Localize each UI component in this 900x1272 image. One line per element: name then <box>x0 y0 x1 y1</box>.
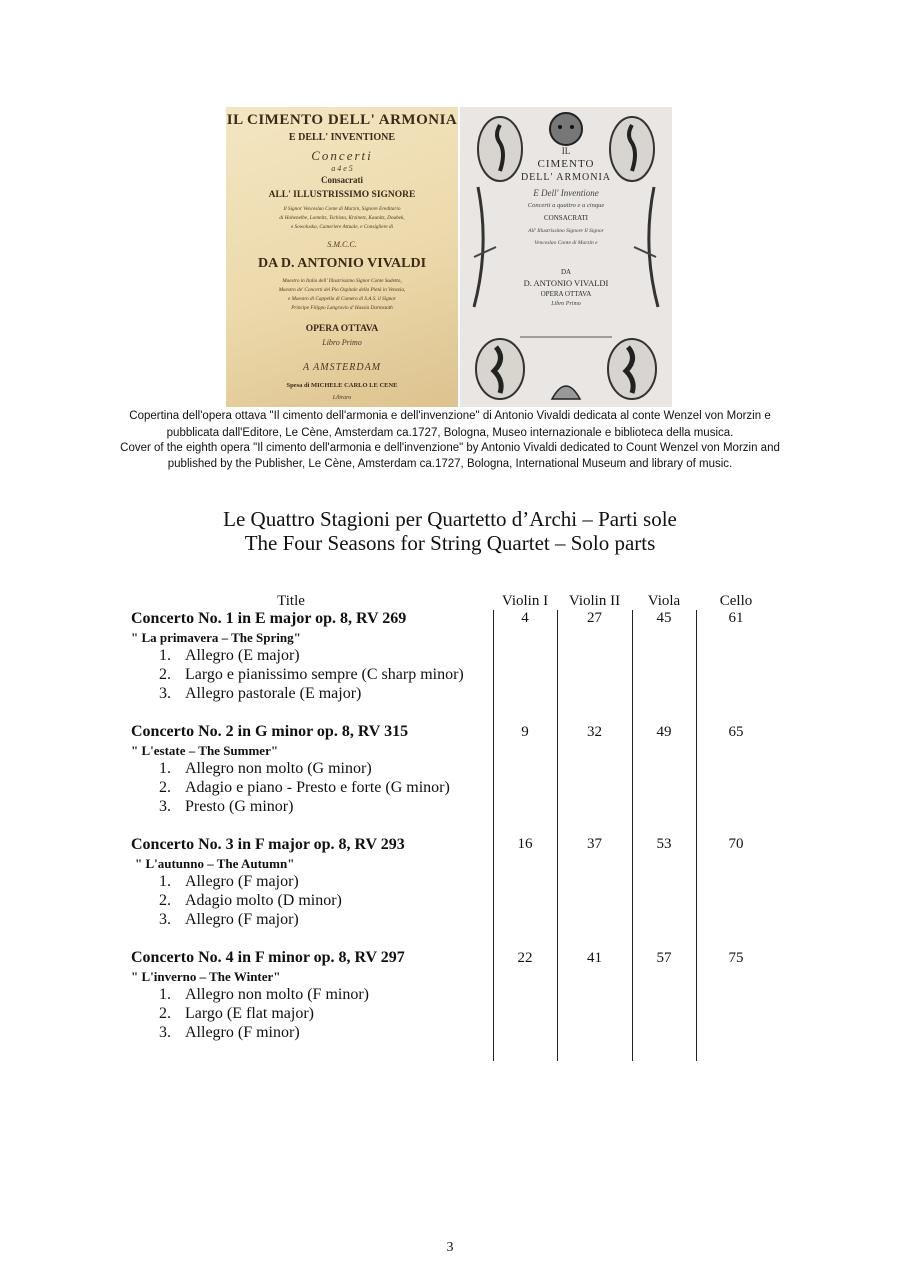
cover-left-line: OPERA OTTAVA <box>305 324 379 334</box>
heading-english: The Four Seasons for String Quartet – Solo parts <box>244 531 656 555</box>
movement-text: Allegro (E major) <box>185 647 300 664</box>
page-violin-2: 41 <box>587 950 602 966</box>
concerto-4-title: Concerto No. 4 in F minor op. 8, RV 297 <box>131 949 405 966</box>
concerto-2-title: Concerto No. 2 in G minor op. 8, RV 315 <box>131 723 409 740</box>
cover-right-line: All' Illustrissimo Signore Il Signor <box>528 228 604 234</box>
movement-item <box>159 759 372 778</box>
concerto-1-title: Concerto No. 1 in E major op. 8, RV 269 <box>131 610 407 627</box>
cover-right-line: Concerti a quattro e a cinque <box>527 202 605 209</box>
movement-item <box>159 1004 314 1023</box>
movement-text: Presto (G minor) <box>185 798 294 815</box>
movement-text: Allegro non molto (F minor) <box>185 986 369 1003</box>
movement-number: 1. <box>159 986 171 1003</box>
movement-item <box>159 665 464 684</box>
header-viola: Viola <box>647 593 681 609</box>
page-number: 3 <box>446 1240 454 1255</box>
cover-right-line: DA <box>560 268 572 276</box>
movement-text: Allegro (F minor) <box>185 1024 300 1041</box>
caption-italian-line-1: Copertina dell'opera ottava "Il cimento dell'armonia e dell'invenzione" di Antonio Vivaldi dedicata al conte Wenzel von Morzin e <box>129 410 771 422</box>
cover-left-line: Maestro de' Concerti del Pio Ospitale della Pietà in Venezia, <box>278 287 406 293</box>
page-violin-1: 4 <box>521 610 529 626</box>
movement-text: Allegro (F major) <box>185 873 299 890</box>
cover-left-line: DA D. ANTONIO VIVALDI <box>257 256 427 271</box>
cover-left-line: S.M.C.C. <box>327 240 357 249</box>
page-viola: 57 <box>656 950 672 966</box>
cover-left-line: Il Signor Venceslao Conte di Marzin, Signore Ereditario <box>283 206 401 212</box>
movement-number: 2. <box>159 779 171 796</box>
page-cello: 61 <box>728 610 744 626</box>
movement-text: Adagio e piano - Presto e forte (G minor) <box>185 779 450 796</box>
page-cello: 70 <box>728 836 744 852</box>
page-violin-2: 27 <box>587 610 602 626</box>
cover-left-line: Libro Primo <box>322 338 362 347</box>
page-viola: 45 <box>656 610 672 626</box>
cover-right-line: Venceslao Conte di Marzin e <box>534 240 598 246</box>
movement-item <box>159 891 342 910</box>
cover-left-line: e Maestro di Cappella di Camera di S.A.S. il Signor <box>288 296 396 302</box>
heading-italian: Le Quattro Stagioni per Quartetto d’Archi – Parti sole <box>223 507 677 531</box>
caption-english-line-2: published by the Publisher, Le Cène, Amsterdam ca.1727, Bologna, International Museum and library of music. <box>167 458 733 470</box>
header-cello: Cello <box>719 593 753 609</box>
movement-number: 2. <box>159 892 171 909</box>
page-violin-1: 16 <box>517 836 533 852</box>
movement-item <box>159 684 361 703</box>
page-violin-2: 37 <box>587 836 602 852</box>
cover-left-line: A AMSTERDAM <box>302 362 382 373</box>
movement-number: 2. <box>159 1005 171 1022</box>
cover-left-line: Maestro in Italia dell' Illustrissimo Signor Conte Sudetto, <box>282 278 402 284</box>
page-violin-1: 22 <box>517 950 533 966</box>
cover-left-line: Concerti <box>311 148 373 163</box>
concerto-3-subtitle: " L'autunno – The Autumn" <box>135 856 295 871</box>
cover-image-left <box>226 107 458 407</box>
cover-left-line: Libraro <box>332 395 352 401</box>
movement-number: 1. <box>159 873 171 890</box>
cover-left-line: Spesa di MICHELE CARLO LE CENE <box>286 382 398 389</box>
page-viola: 53 <box>656 836 672 852</box>
cover-left-line: a 4 e 5 <box>331 164 353 173</box>
movement-text: Allegro non molto (G minor) <box>185 760 372 777</box>
header-violin-2: Violin II <box>568 593 621 609</box>
concerto-2-subtitle: " L'estate – The Summer" <box>131 743 279 758</box>
cover-right-line: Libro Primo <box>551 301 581 307</box>
concerto-4-subtitle: " L'inverno – The Winter" <box>131 969 281 984</box>
caption-italian-line-2: pubblicata dall'Editore, Le Cène, Amsterdam ca.1727, Bologna, Museo internazionale e biblioteca della musica. <box>166 427 734 439</box>
movement-text: Adagio molto (D minor) <box>185 892 342 909</box>
page-violin-2: 32 <box>587 724 602 740</box>
cover-right-line: DELL' ARMONIA <box>520 172 612 183</box>
cover-left-line: E DELL' INVENTIONE <box>288 132 396 143</box>
page-viola: 49 <box>656 724 672 740</box>
cover-left-line: di Hohenelbe, Lomnitz, Tschista, Krzinetz, Kaunitz, Doubek, <box>279 215 405 221</box>
movement-item <box>159 797 293 816</box>
cover-left-line: IL CIMENTO DELL' ARMONIA <box>226 112 458 128</box>
movement-item <box>159 1023 300 1042</box>
movement-text: Largo (E flat major) <box>185 1005 314 1022</box>
header-title: Title <box>277 593 305 609</box>
header-violin-1: Violin I <box>501 593 549 609</box>
cover-right-line: CIMENTO <box>537 158 595 170</box>
movement-text: Allegro (F major) <box>185 911 299 928</box>
concerto-1-subtitle: " La primavera – The Spring" <box>131 630 301 645</box>
movement-number: 3. <box>159 685 171 702</box>
cover-right-line: CONSACRATI <box>544 214 588 222</box>
movement-text: Allegro pastorale (E major) <box>185 685 362 702</box>
cover-right-line: OPERA OTTAVA <box>540 290 592 298</box>
movement-number: 3. <box>159 1024 171 1041</box>
movement-number: 3. <box>159 911 171 928</box>
page-cello: 75 <box>728 950 744 966</box>
caption-english-line-1: Cover of the eighth opera "Il cimento dell'armonia e dell'invenzione" by Antonio Vivaldi dedicated to Count Wenzel von Morzin and <box>120 442 780 454</box>
movement-text: Largo e pianissimo sempre (C sharp minor) <box>185 666 464 683</box>
cover-left-line: Principe Filippo Langravio d' Hassia Darmstath <box>291 305 393 311</box>
concerto-3-title: Concerto No. 3 in F major op. 8, RV 293 <box>131 836 405 853</box>
movement-item <box>159 778 450 797</box>
movement-number: 3. <box>159 798 171 815</box>
cover-left-line: e Sowoluska, Cameriere Attuale, e Consigliere di <box>290 224 394 230</box>
cover-right-line: E Dell' Inventione <box>533 188 599 198</box>
movement-number: 1. <box>159 647 171 664</box>
movement-item <box>159 872 299 891</box>
cover-image-right <box>460 107 672 407</box>
movement-item <box>159 910 299 929</box>
page-cello: 65 <box>728 724 744 740</box>
cover-left-line: ALL' ILLUSTRISSIMO SIGNORE <box>268 190 416 200</box>
movement-item <box>159 646 300 665</box>
movement-item <box>159 985 369 1004</box>
cover-left-line: Consacrati <box>321 175 363 185</box>
page-violin-1: 9 <box>521 724 529 740</box>
movement-number: 2. <box>159 666 171 683</box>
movement-number: 1. <box>159 760 171 777</box>
cover-right-line: IL <box>561 146 571 156</box>
cover-right-line: D. ANTONIO VIVALDI <box>523 278 609 288</box>
